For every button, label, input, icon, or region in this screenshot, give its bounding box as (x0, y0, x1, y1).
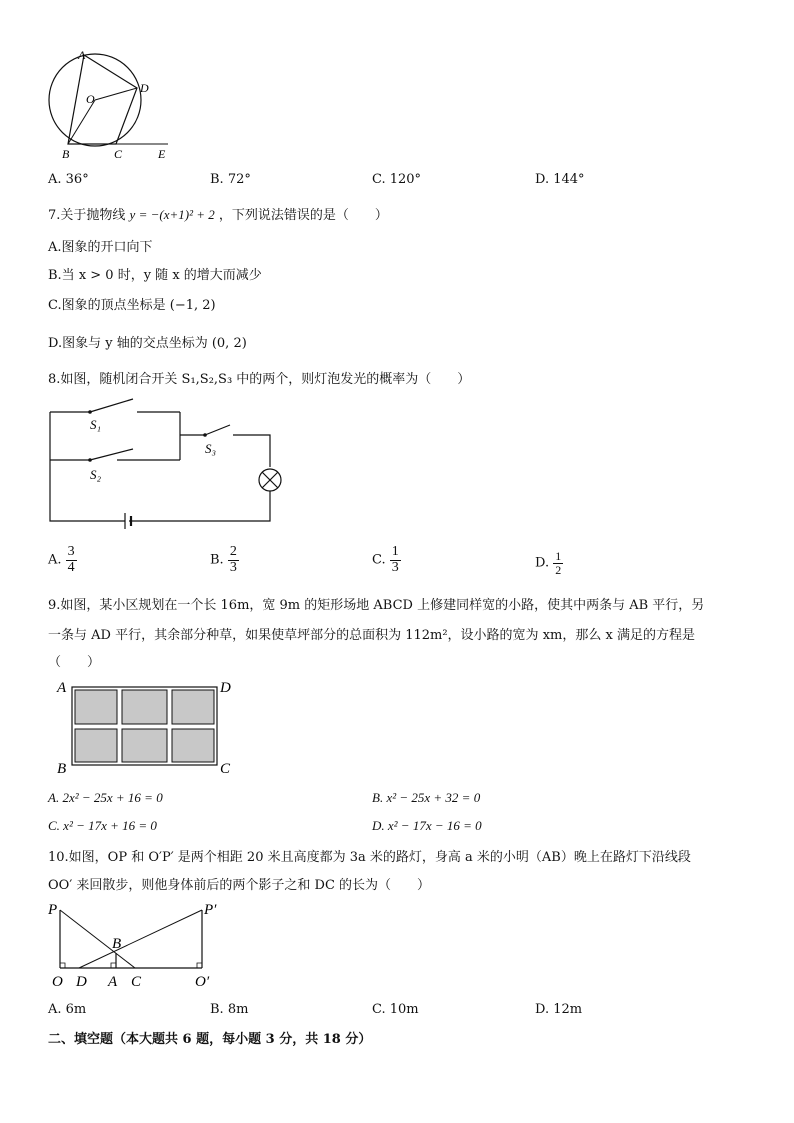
q9-option-c: C. x² − 17x + 16 = 0 (48, 818, 157, 833)
q7-option-c: C.图象的顶点坐标是 (−1, 2) (48, 298, 216, 313)
section-2-heading: 二、填空题（本大题共 6 题，每小题 3 分，共 18 分） (48, 1032, 372, 1047)
q7-stem (48, 204, 388, 223)
q8-wire-bottom-left (50, 460, 125, 521)
q10-streetlight-figure (45, 898, 230, 993)
q10-label-b: B (112, 936, 122, 952)
q10-label-o: O (52, 974, 63, 990)
q9-lawn-6 (172, 729, 214, 762)
q10-label-c: C (131, 974, 142, 990)
q8-stem: 8.如图，随机闭合开关 S₁,S₂,S₃ 中的两个，则灯泡发光的概率为（ ） (48, 372, 471, 387)
q6-quadrilateral (68, 55, 137, 144)
q9-lawn-3 (172, 690, 214, 724)
q9-stem-line3: （ ） (48, 655, 101, 670)
q8-option-a: A. $\frac{3}{4}$ (48, 544, 75, 575)
q6-option-d: D. 144° (535, 172, 585, 187)
q9-lawn-1 (75, 690, 117, 724)
q6-label-c: C (114, 147, 123, 161)
q10-label-o-prime: O′ (195, 974, 210, 990)
q7-stem-suffix: ，下列说法错误的是（ ） (218, 208, 388, 223)
q8-switch-s2 (90, 449, 133, 460)
q7-formula: y = −(x+1)² + 2 (129, 207, 215, 222)
q8-label-s3: S₃ (205, 441, 217, 456)
q7-option-d: D.图象与 y 轴的交点坐标为 (0, 2) (48, 336, 247, 351)
q7-stem-prefix: 7.关于抛物线 (48, 208, 126, 223)
q9-label-c: C (220, 761, 231, 777)
q9-label-b: B (57, 761, 67, 777)
q9-option-b: B. x² − 25x + 32 = 0 (372, 790, 481, 805)
q6-option-b: B. 72° (210, 172, 251, 187)
q6-label-d: D (140, 81, 149, 95)
q8-option-a-fraction: $\frac{3}{4}$ (67, 544, 75, 575)
q8-option-b: B. $\frac{2}{3}$ (210, 544, 237, 575)
q8-switch-s3 (205, 425, 230, 435)
q10-stem-line2: OO′ 来回散步，则他身体前后的两个影子之和 DC 的长为（ ） (48, 878, 431, 893)
q9-lawn-2 (122, 690, 167, 724)
q10-label-p: P (48, 902, 58, 918)
q10-option-c: C. 10m (372, 1002, 419, 1017)
q9-option-a: A. 2x² − 25x + 16 = 0 (48, 790, 163, 805)
q8-circuit-figure (45, 395, 290, 535)
q8-option-d: D. $\frac{1}{2}$ (535, 549, 562, 577)
q8-wire-bottom-right (129, 491, 270, 521)
q8-option-d-fraction: $\frac{1}{2}$ (555, 549, 562, 577)
q6-label-o: O (86, 92, 95, 106)
q8-label-s1: S₁ (90, 417, 102, 432)
q8-option-c-fraction: $\frac{1}{3}$ (391, 544, 399, 575)
q6-radius-od (95, 88, 137, 100)
q6-option-c: C. 120° (372, 172, 422, 187)
q10-label-a: A (108, 974, 118, 990)
q9-label-a: A (57, 680, 67, 696)
q10-option-d: D. 12m (535, 1002, 583, 1017)
q8-label-s2: S₂ (90, 467, 102, 482)
q8-switch-s1 (90, 399, 133, 412)
q9-label-d: D (220, 680, 231, 696)
q6-option-a: A. 36° (48, 172, 89, 187)
q10-option-b: B. 8m (210, 1002, 249, 1017)
q10-label-p-prime: P′ (204, 902, 217, 918)
q10-stem-line1: 10.如图，OP 和 O′P′ 是两个相距 20 米且高度都为 3a 米的路灯，身高 a 米的小明（AB）晚上在路灯下沿线段 (48, 850, 691, 865)
q9-stem-line1: 9.如图，某小区规划在一个长 16m，宽 9m 的矩形场地 ABCD 上修建同样宽的小路，使其中两条与 AB 平行，另 (48, 598, 705, 613)
q7-option-a: A.图象的开口向下 (48, 240, 153, 255)
q10-label-d: D (76, 974, 87, 990)
q8-option-b-fraction: $\frac{2}{3}$ (229, 544, 237, 575)
q8-option-c: C. $\frac{1}{3}$ (372, 544, 399, 575)
q9-lawn-4 (75, 729, 117, 762)
q8-wire-right (233, 435, 270, 467)
q9-option-d: D. x² − 17x − 16 = 0 (372, 818, 482, 833)
q6-label-e: E (158, 147, 166, 161)
q6-circle-figure (40, 48, 180, 163)
q6-label-a: A (78, 48, 86, 62)
q6-label-b: B (62, 147, 70, 161)
q9-field-figure (54, 676, 244, 781)
q7-option-b: B.当 x > 0 时，y 随 x 的增大而减少 (48, 268, 262, 283)
q9-lawn-5 (122, 729, 167, 762)
q10-option-a: A. 6m (48, 1002, 87, 1017)
q9-stem-line2: 一条与 AD 平行，其余部分种草，如果使草坪部分的总面积为 112m²，设小路的宽为 xm，那么 x 满足的方程是 (48, 628, 695, 643)
